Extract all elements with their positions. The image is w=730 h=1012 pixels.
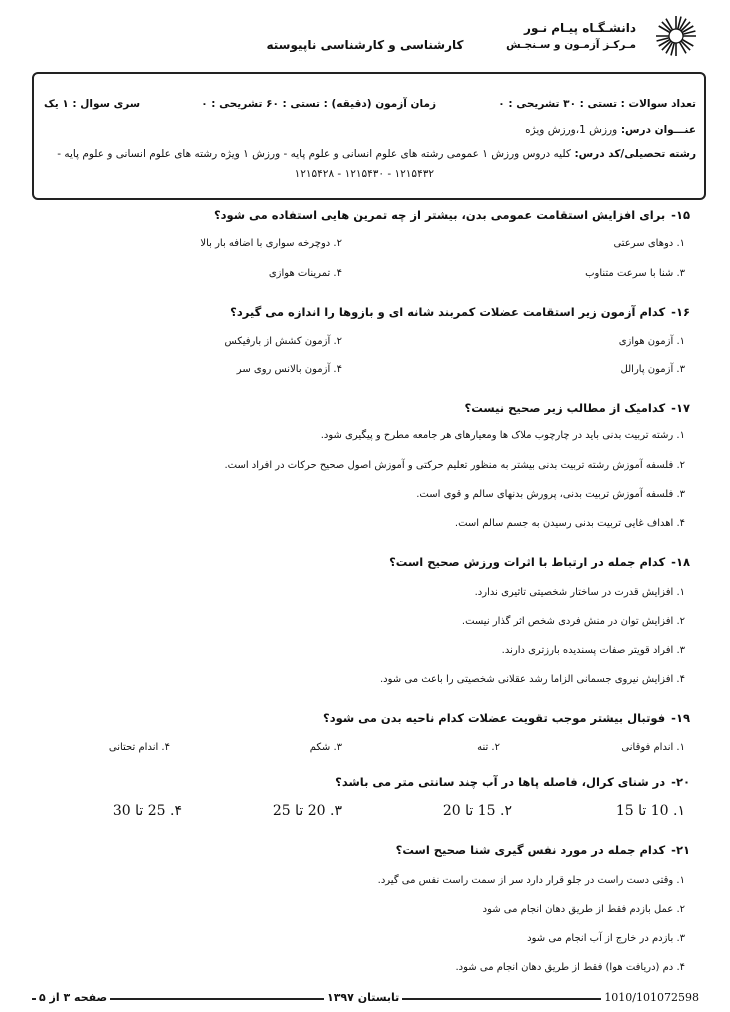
question-20 bbox=[335, 775, 690, 789]
option-2: ۲. دوچرخه سواری با اضافه بار بالا bbox=[200, 238, 342, 249]
question-text: در شنای کرال، فاصله پاها در آب چند سانتی متر می باشد؟ bbox=[335, 775, 666, 789]
question-series: سری سوال : ۱ یک bbox=[44, 98, 141, 110]
option-2: ۲. تنه bbox=[477, 742, 500, 753]
question-text: کدامیک از مطالب زیر صحیح نیست؟ bbox=[464, 401, 666, 415]
option-4: ۴. افزایش نیروی جسمانی الزاما رشد عقلانی شخصیتی را باعث می شود. bbox=[380, 674, 685, 685]
field-code-row bbox=[57, 148, 696, 160]
exam-code: 1010/101072598 bbox=[601, 991, 702, 1004]
question-number: ۲۱- bbox=[671, 843, 690, 857]
option-1: ۱. وقتی دست راست در جلو قرار دارد سر از سمت راست نفس می گیرد. bbox=[377, 875, 685, 886]
page-footer bbox=[32, 992, 702, 1004]
question-text: برای افزایش استقامت عمومی بدن، بیشتر از چه تمرین هایی استفاده می شود؟ bbox=[213, 208, 666, 222]
option-4: ۴. تمرینات هوازی bbox=[268, 268, 342, 279]
question-text: کدام جمله در مورد نفس گیری شنا صحیح است؟ bbox=[395, 843, 666, 857]
option-2: ۲. افزایش توان در منش فردی شخص اثر گذار نیست. bbox=[461, 616, 685, 627]
question-text: کدام آزمون زیر استقامت عضلات کمربند شانه ای و بازوها را اندازه می گیرد؟ bbox=[230, 305, 666, 319]
question-21 bbox=[396, 843, 690, 857]
course-codes: ۱۲۱۵۴۳۲ - ۱۲۱۵۴۳۰ - ۱۲۱۵۴۲۸ bbox=[294, 168, 434, 180]
option-2: ۲. 15 تا 20 bbox=[442, 803, 512, 819]
question-17 bbox=[465, 401, 690, 415]
question-15 bbox=[214, 208, 690, 222]
exam-time: زمان آزمون (دقیقه) : تستی : ۶۰ تشریحی : ۰ bbox=[201, 98, 436, 110]
option-2: ۲. فلسفه آموزش رشته تربیت بدنی بیشتر به منظور تعلیم حرکتی و آموزش اصول صحیح حرکات در افراد است. bbox=[224, 460, 685, 471]
question-19 bbox=[323, 711, 690, 725]
option-2: ۲. عمل بازدم فقط از طریق دهان انجام می شود bbox=[482, 904, 685, 915]
exam-info-box bbox=[32, 72, 706, 200]
option-4: ۴. اهداف غایی تربیت بدنی رسیدن به جسم سالم است. bbox=[454, 518, 685, 529]
course-title-label: عنـــوان درس: bbox=[620, 124, 696, 136]
question-number: ۱۶- bbox=[671, 305, 690, 319]
option-4: ۴. اندام تحتانی bbox=[108, 742, 170, 753]
question-number: ۲۰- bbox=[671, 775, 690, 789]
logo-line-2: مـرکـز آزمـون و سـنجـش bbox=[506, 39, 636, 51]
option-4: ۴. دم (دریافت هوا) فقط از طریق دهان انجام می شود. bbox=[455, 962, 685, 973]
option-1: ۱. دوهای سرعتی bbox=[613, 238, 685, 249]
option-3: ۳. آزمون پارالل bbox=[620, 364, 685, 375]
option-1: ۱. اندام فوقانی bbox=[621, 742, 685, 753]
option-3: ۳. بازدم در خارج از آب انجام می شود bbox=[527, 933, 685, 944]
question-text: فوتبال بیشتر موجب تقویت عضلات کدام ناحیه بدن می شود؟ bbox=[323, 711, 666, 725]
course-title-row bbox=[525, 124, 696, 136]
question-18 bbox=[389, 555, 690, 569]
option-3: ۳. شنا با سرعت متناوب bbox=[585, 268, 685, 279]
option-3: ۳. 20 تا 25 bbox=[272, 803, 342, 819]
field-code-value: کلیه دروس ورزش ۱ عمومی رشته های علوم انسانی و علوم پایه - ورزش ۱ ویژه رشته های علوم انسانی و علوم پایه - bbox=[57, 148, 571, 160]
option-4: ۴. 25 تا 30 bbox=[112, 803, 182, 819]
question-number: ۱۵- bbox=[671, 208, 690, 222]
exam-term: تابستان ۱۳۹۷ bbox=[324, 991, 402, 1004]
page-number: صفحه ۳ از ۵ bbox=[36, 991, 110, 1004]
field-code-label: رشته تحصیلی/کد درس: bbox=[574, 148, 696, 160]
option-3: ۳. شکم bbox=[309, 742, 342, 753]
question-number: ۱۷- bbox=[671, 401, 690, 415]
course-title-value: ورزش 1،ورزش ویژه bbox=[525, 124, 618, 136]
question-16 bbox=[230, 305, 690, 319]
question-count: تعداد سوالات : تستی : ۳۰ تشریحی : ۰ bbox=[498, 98, 696, 110]
logo-line-1: دانشـگـاه پیـام نـور bbox=[524, 21, 636, 35]
option-3: ۳. فلسفه آموزش تربیت بدنی، پرورش بدنهای سالم و قوی است. bbox=[416, 489, 685, 500]
option-1: ۱. رشته تربیت بدنی باید در چارچوب ملاک ها ومعیارهای هر جامعه مطرح و پیگیری شود. bbox=[320, 430, 685, 441]
question-text: کدام جمله در ارتباط با اثرات ورزش صحیح است؟ bbox=[389, 555, 666, 569]
exam-level-title: کارشناسی و کارشناسی ناپیوسته bbox=[266, 38, 464, 52]
option-1: ۱. افزایش قدرت در ساختار شخصیتی تاثیری ندارد. bbox=[474, 587, 685, 598]
option-4: ۴. آزمون بالانس روی سر bbox=[236, 364, 342, 375]
option-2: ۲. آزمون کشش از بارفیکس bbox=[224, 336, 342, 347]
option-1: ۱. آزمون هوازی bbox=[618, 336, 685, 347]
option-3: ۳. افراد قویتر صفات پسندیده بارزتری دارند. bbox=[501, 645, 685, 656]
question-number: ۱۸- bbox=[671, 555, 690, 569]
question-number: ۱۹- bbox=[671, 711, 690, 725]
option-1: ۱. 10 تا 15 bbox=[615, 803, 685, 819]
